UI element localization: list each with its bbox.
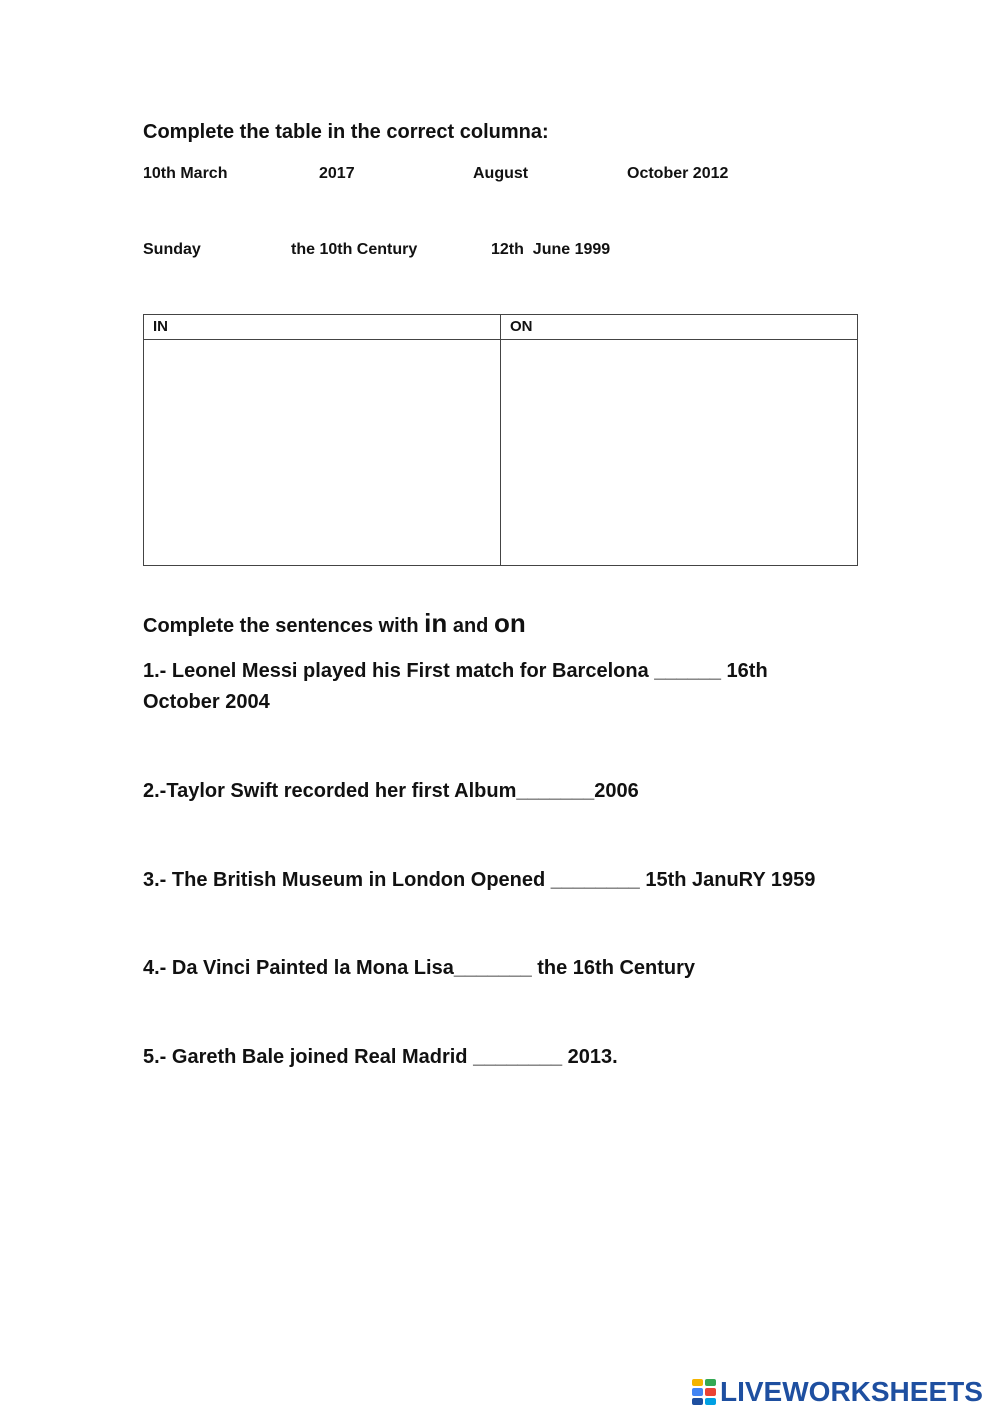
logo-text: LIVEWORKSHEETS [720,1376,983,1407]
answer-cell-in[interactable] [144,340,501,566]
exercise-1-title: Complete the table in the correct columna: [143,121,549,143]
exercise-2-title [143,603,526,646]
sentence-4: 4.- Da Vinci Painted la Mona Lisa_______ the 16th Century [143,957,696,979]
word-option: 2017 [319,165,355,182]
in-on-table [143,314,858,566]
word-option: August [473,165,529,182]
liveworksheets-logo [692,1376,983,1408]
word-option: 12th June 1999 [491,241,611,258]
sentence-3: 3.- The British Museum in London Opened ________ 15th JanuRY 1959 [143,869,816,891]
sentence-2: 2.-Taylor Swift recorded her first Album_______2006 [143,780,639,802]
column-header-on: ON [501,315,858,340]
word-in: in [424,608,448,638]
exercise-2-title-and: and [447,615,494,637]
sentence-5: 5.- Gareth Bale joined Real Madrid ________ 2013. [143,1046,618,1068]
column-header-in: IN [144,315,501,340]
word-option: 10th March [143,165,228,182]
word-option: October 2012 [627,165,729,182]
sentence-1-continued: October 2004 [143,691,270,713]
word-option: the 10th Century [291,241,418,258]
exercise-2-title-prefix: Complete the sentences with [143,615,425,637]
liveworksheets-logo-icon [692,1379,716,1405]
word-option: Sunday [143,241,201,258]
word-on: on [493,608,526,638]
answer-cell-on[interactable] [501,340,858,566]
sentence-1: 1.- Leonel Messi played his First match for Barcelona ______ 16th [143,660,768,682]
